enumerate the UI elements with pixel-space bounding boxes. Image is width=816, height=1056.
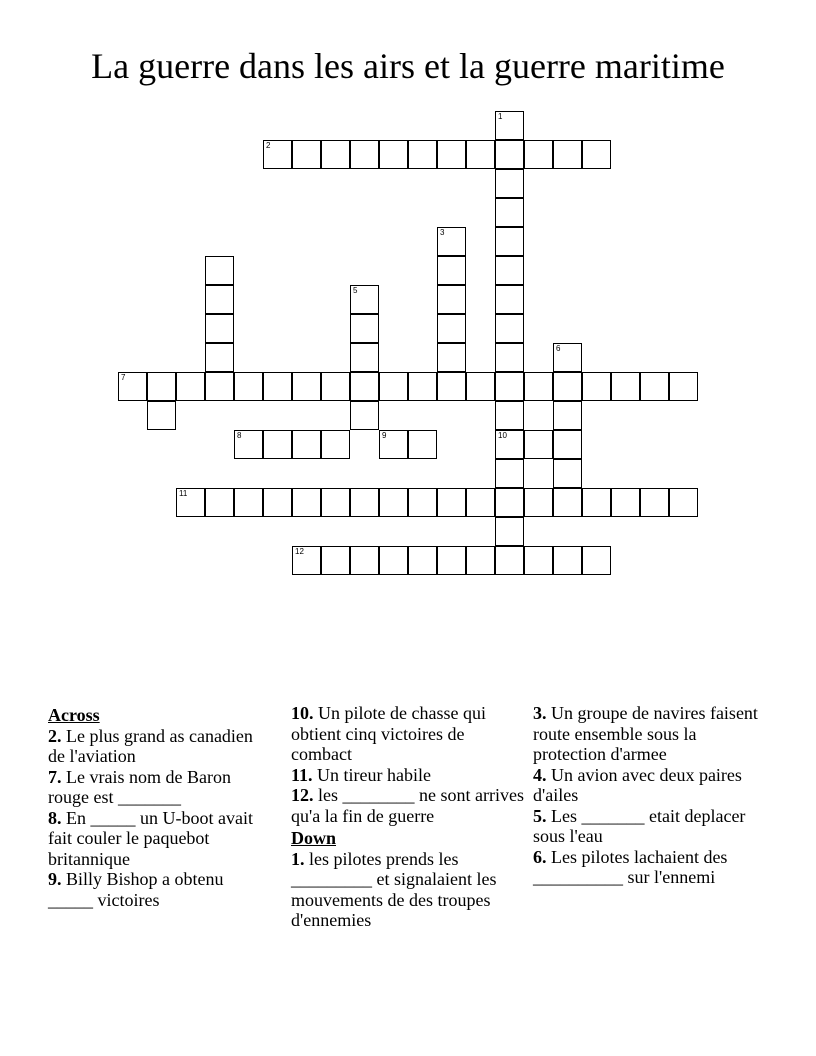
crossword-cell[interactable] — [408, 140, 437, 169]
crossword-cell[interactable] — [350, 401, 379, 430]
crossword-cell[interactable] — [524, 430, 553, 459]
clue-down-1: 1. les pilotes prends les _________ et signalaient les mouvements de des troupes d'ennemies — [291, 848, 497, 930]
crossword-cell[interactable] — [495, 401, 524, 430]
crossword-cell[interactable] — [495, 111, 524, 140]
crossword-cell[interactable] — [205, 488, 234, 517]
crossword-cell[interactable] — [350, 314, 379, 343]
crossword-cell[interactable] — [553, 343, 582, 372]
crossword-cell[interactable] — [495, 372, 524, 401]
crossword-cell[interactable] — [437, 343, 466, 372]
crossword-cell[interactable] — [408, 546, 437, 575]
clue-down-3: 3. Un groupe de navires faisent route ensemble sous la protection d'armee — [533, 703, 758, 764]
crossword-cell[interactable] — [321, 430, 350, 459]
clue-number: 7 — [121, 373, 126, 382]
clue-across-8: 8. En _____ un U-boot avait fait couler le paquebot britannique — [48, 807, 253, 869]
crossword-cell[interactable] — [495, 546, 524, 575]
crossword-cell[interactable] — [669, 488, 698, 517]
crossword-cell[interactable] — [176, 372, 205, 401]
crossword-cell[interactable] — [205, 314, 234, 343]
crossword-cell[interactable] — [437, 285, 466, 314]
crossword-cell[interactable] — [466, 372, 495, 401]
clue-number: 10 — [498, 431, 507, 440]
crossword-cell[interactable] — [495, 198, 524, 227]
clue-across-12: 12. les ________ ne sont arrives qu'a la fin de guerre — [291, 785, 524, 826]
crossword-cell[interactable] — [292, 546, 321, 575]
crossword-cell[interactable] — [553, 488, 582, 517]
crossword-cell[interactable] — [350, 140, 379, 169]
clues-column-1 — [48, 703, 270, 910]
crossword-cell[interactable] — [350, 285, 379, 314]
clue-number: 8 — [237, 431, 242, 440]
crossword-cell[interactable] — [524, 488, 553, 517]
crossword-cell[interactable] — [263, 372, 292, 401]
crossword-cell[interactable] — [147, 401, 176, 430]
clue-down-4: 4. Un avion avec deux paires d'ailes — [533, 764, 742, 805]
crossword-cell[interactable] — [292, 140, 321, 169]
clue-number: 11 — [179, 489, 188, 498]
crossword-cell[interactable] — [582, 488, 611, 517]
crossword-cell[interactable] — [321, 372, 350, 401]
clue-across-2: 2. Le plus grand as canadien de l'aviation — [48, 725, 253, 766]
crossword-cell[interactable] — [466, 140, 495, 169]
crossword-cell[interactable] — [292, 488, 321, 517]
crossword-cell[interactable] — [553, 430, 582, 459]
crossword-cell[interactable] — [408, 372, 437, 401]
crossword-cell[interactable] — [582, 372, 611, 401]
crossword-cell[interactable] — [553, 401, 582, 430]
clue-number: 3 — [440, 228, 445, 237]
crossword-cell[interactable] — [234, 372, 263, 401]
crossword-cell[interactable] — [524, 546, 553, 575]
crossword-cell[interactable] — [263, 488, 292, 517]
clues-column-2 — [291, 703, 525, 931]
crossword-cell[interactable] — [379, 140, 408, 169]
crossword-cell[interactable] — [611, 488, 640, 517]
clue-across-11: 11. Un tireur habile — [291, 764, 431, 785]
crossword-cell[interactable] — [263, 430, 292, 459]
crossword-cell[interactable] — [495, 169, 524, 198]
clue-down-5: 5. Les _______ etait deplacer sous l'eau — [533, 805, 746, 846]
crossword-cell[interactable] — [379, 546, 408, 575]
clue-number: 6 — [556, 344, 561, 353]
crossword-cell[interactable] — [437, 372, 466, 401]
crossword-cell[interactable] — [582, 140, 611, 169]
crossword-cell[interactable] — [524, 372, 553, 401]
crossword-cell[interactable] — [350, 372, 379, 401]
crossword-cell[interactable] — [495, 256, 524, 285]
crossword-cell[interactable] — [669, 372, 698, 401]
clues-column-3 — [533, 703, 773, 888]
page-title: La guerre dans les airs et la guerre maritime — [91, 46, 725, 86]
crossword-cell[interactable] — [205, 285, 234, 314]
crossword-cell[interactable] — [495, 430, 524, 459]
crossword-cell[interactable] — [611, 372, 640, 401]
clue-number: 9 — [382, 431, 387, 440]
crossword-cell[interactable] — [350, 546, 379, 575]
crossword-cell[interactable] — [640, 488, 669, 517]
crossword-cell[interactable] — [321, 140, 350, 169]
crossword-cell[interactable] — [495, 140, 524, 169]
clue-number: 12 — [295, 547, 304, 556]
crossword-cell[interactable] — [350, 343, 379, 372]
crossword-cell[interactable] — [495, 517, 524, 546]
crossword-cell[interactable] — [205, 256, 234, 285]
clue-number: 5 — [353, 286, 358, 295]
crossword-cell[interactable] — [495, 343, 524, 372]
clue-number: 1 — [498, 112, 503, 121]
crossword-cell[interactable] — [263, 140, 292, 169]
crossword-cell[interactable] — [524, 140, 553, 169]
crossword-cell[interactable] — [234, 488, 263, 517]
crossword-cell[interactable] — [437, 314, 466, 343]
crossword-cell[interactable] — [437, 140, 466, 169]
crossword-cell[interactable] — [495, 314, 524, 343]
crossword-cell[interactable] — [466, 546, 495, 575]
crossword-cell[interactable] — [205, 372, 234, 401]
crossword-cell[interactable] — [147, 372, 176, 401]
clue-down-6: 6. Les pilotes lachaient des __________ sur l'ennemi — [533, 846, 728, 887]
crossword-cell[interactable] — [321, 488, 350, 517]
crossword-cell[interactable] — [553, 459, 582, 488]
crossword-cell[interactable] — [437, 488, 466, 517]
crossword-cell[interactable] — [553, 372, 582, 401]
crossword-cell[interactable] — [292, 430, 321, 459]
crossword-cell[interactable] — [582, 546, 611, 575]
clue-across-10: 10. Un pilote de chasse qui obtient cinq victoires de combact — [291, 703, 486, 764]
crossword-cell[interactable] — [495, 227, 524, 256]
clue-number: 2 — [266, 141, 271, 150]
crossword-cell[interactable] — [408, 430, 437, 459]
crossword-cell[interactable] — [437, 256, 466, 285]
crossword-cell[interactable] — [118, 372, 147, 401]
across-header: Across — [48, 705, 100, 725]
crossword-cell[interactable] — [495, 488, 524, 517]
crossword-cell[interactable] — [379, 430, 408, 459]
crossword-cell[interactable] — [350, 488, 379, 517]
crossword-cell[interactable] — [553, 546, 582, 575]
crossword-cell[interactable] — [437, 546, 466, 575]
crossword-cell[interactable] — [640, 372, 669, 401]
crossword-cell[interactable] — [234, 430, 263, 459]
crossword-cell[interactable] — [495, 285, 524, 314]
crossword-cell[interactable] — [466, 488, 495, 517]
crossword-cell[interactable] — [437, 227, 466, 256]
crossword-cell[interactable] — [292, 372, 321, 401]
crossword-cell[interactable] — [495, 459, 524, 488]
clue-across-7: 7. Le vrais nom de Baron rouge est _______ — [48, 766, 231, 807]
crossword-cell[interactable] — [408, 488, 437, 517]
crossword-cell[interactable] — [379, 372, 408, 401]
crossword-cell[interactable] — [321, 546, 350, 575]
crossword-cell[interactable] — [553, 140, 582, 169]
crossword-cell[interactable] — [205, 343, 234, 372]
crossword-cell[interactable] — [176, 488, 205, 517]
crossword-cell[interactable] — [379, 488, 408, 517]
down-header: Down — [291, 828, 337, 848]
clue-across-9: 9. Billy Bishop a obtenu _____ victoires — [48, 869, 224, 910]
